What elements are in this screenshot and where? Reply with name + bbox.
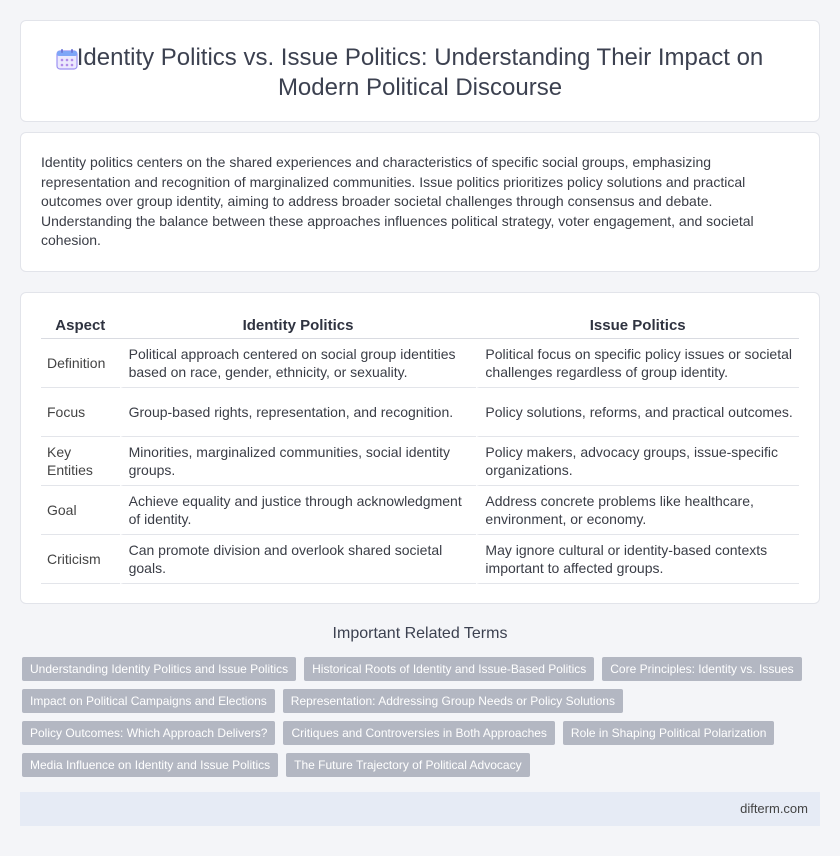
intro-card [20,132,820,272]
row-aspect: Key Entities [41,437,120,486]
row-identity-cell: Political approach centered on social group identities based on race, gender, ethnicity, or sexuality. [120,339,477,388]
row-identity-cell: Minorities, marginalized communities, social identity groups. [120,437,477,486]
related-term-tag[interactable]: Critiques and Controversies in Both Approaches [283,721,554,745]
row-aspect: Focus [41,388,120,437]
related-term-tag[interactable]: Representation: Addressing Group Needs or Policy Solutions [283,689,623,713]
header-identity-politics: Identity Politics [120,313,477,339]
row-issue-cell: Political focus on specific policy issues or societal challenges regardless of group identity. [476,339,799,388]
comparison-table-card [20,292,820,604]
table-row [41,339,799,388]
page-title-line-1: Identity Politics vs. Issue Politics: Understanding Their Impact on [76,44,764,71]
footer-site-link[interactable]: difterm.com [740,801,808,816]
row-identity-cell: Achieve equality and justice through acknowledgment of identity. [120,486,477,535]
related-term-tag[interactable]: Core Principles: Identity vs. Issues [602,657,801,681]
row-identity-cell: Group-based rights, representation, and recognition. [120,388,477,437]
related-term-tag[interactable]: Policy Outcomes: Which Approach Delivers? [22,721,275,745]
header-issue-politics: Issue Politics [476,313,799,339]
table-row [41,388,799,437]
row-identity-cell: Can promote division and overlook shared societal goals. [120,535,477,584]
footer [20,792,820,826]
row-issue-cell: May ignore cultural or identity-based contexts important to affected groups. [476,535,799,584]
row-issue-cell: Address concrete problems like healthcare, environment, or economy. [476,486,799,535]
header-card [20,20,820,122]
header-aspect: Aspect [41,313,120,339]
table-row [41,437,799,486]
row-aspect: Goal [41,486,120,535]
related-term-tag[interactable]: Impact on Political Campaigns and Elections [22,689,275,713]
related-term-tag[interactable]: Media Influence on Identity and Issue Politics [22,753,278,777]
table-header-row [41,313,799,339]
related-term-tag[interactable]: Understanding Identity Politics and Issue Politics [22,657,296,681]
row-aspect: Criticism [41,535,120,584]
related-term-tag[interactable]: The Future Trajectory of Political Advocacy [286,753,529,777]
related-term-tag[interactable]: Historical Roots of Identity and Issue-Based Politics [304,657,594,681]
related-terms-title: Important Related Terms [332,625,508,642]
row-aspect: Definition [41,339,120,388]
table-row [41,535,799,584]
table-row [41,486,799,535]
related-terms-tags [22,657,812,777]
comparison-table [41,313,799,584]
row-issue-cell: Policy makers, advocacy groups, issue-specific organizations. [476,437,799,486]
page-title-line-2: Modern Political Discourse [277,74,563,101]
intro-text: Identity politics centers on the shared experiences and characteristics of specific social groups, emphasizing representation and recognition of marginalized communities. Issue politics prioritizes policy solutions and practical outcomes over group identity, aiming to address broader societal challenges through consensus and debate. Understanding the balance between these approaches influences political strategy, voter engagement, and societal cohesion. [41,154,754,248]
related-term-tag[interactable]: Role in Shaping Political Polarization [563,721,774,745]
row-issue-cell: Policy solutions, reforms, and practical outcomes. [476,388,799,437]
page-title [21,43,819,103]
